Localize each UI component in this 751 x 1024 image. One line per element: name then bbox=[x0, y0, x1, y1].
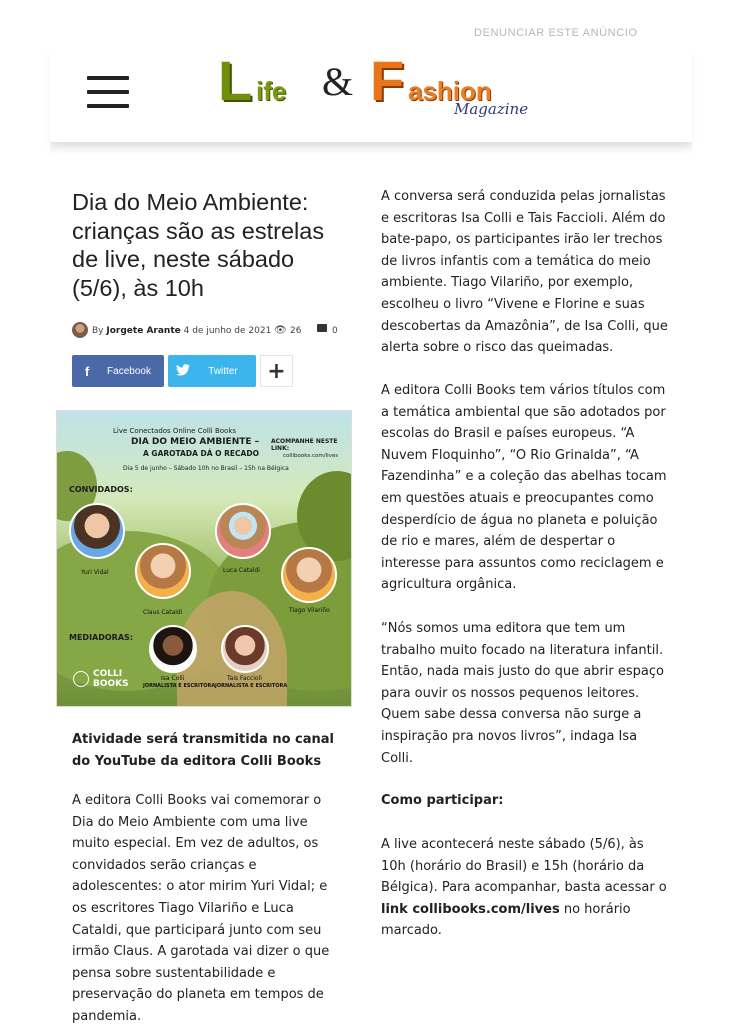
guest-photo bbox=[135, 543, 191, 599]
logo-text-ashion: ashion bbox=[408, 76, 492, 106]
twitter-label: Twitter bbox=[208, 365, 238, 377]
colli-books-logo-text bbox=[93, 669, 129, 689]
flyer-date: Dia 5 de junho – Sábado 10h no Brasil – 15h na Bélgica bbox=[123, 465, 289, 472]
brand-line-1: COLLI bbox=[93, 669, 123, 679]
header-shadow bbox=[50, 140, 692, 156]
guest-name: Claus Cataldi bbox=[143, 609, 183, 616]
more-share-button[interactable]: + bbox=[260, 355, 293, 387]
logo-text-ife: ife bbox=[256, 76, 287, 106]
menu-icon[interactable] bbox=[87, 76, 129, 108]
byline bbox=[92, 326, 271, 336]
logo-letter-f: F bbox=[370, 49, 405, 112]
menu-line bbox=[87, 104, 129, 108]
flyer-follow-label: ACOMPANHE NESTE LINK: bbox=[271, 438, 338, 452]
article-paragraph: A editora Colli Books tem vários títulos com a temática ambiental que são adotados por escolas do Brasil e países europeus. “A Nuvem Floquinho”, “O Rio Grinalda”, “A Fazendinha” e a coleção das abelhas tocam em questões atuais e preocupantes como desperdício de água no planeta e poluição de rio e mares, além de despertar o interesse para assuntos como reciclagem e agricultura orgânica. bbox=[381, 383, 667, 593]
paragraph-text: no horário marcado. bbox=[381, 901, 631, 939]
event-flyer-image bbox=[56, 410, 352, 707]
logo-ampersand: & bbox=[322, 59, 354, 104]
flyer-live-title: Live Conectados Online Colli Books bbox=[113, 427, 237, 435]
mediator-role: JORNALISTA E ESCRITORA bbox=[143, 683, 216, 689]
flyer-event-subtitle: A GAROTADA DÁ O RECADO bbox=[143, 449, 259, 458]
flyer-guests-label: CONVIDADOS: bbox=[69, 485, 133, 494]
brand-line-2: BOOKS bbox=[93, 679, 129, 689]
mediator-name: Tais Faccioli bbox=[227, 675, 262, 682]
flyer-url: collibooks.com/lives bbox=[283, 453, 339, 459]
guest-photo bbox=[281, 547, 337, 603]
mediator-photo bbox=[149, 625, 197, 673]
article-meta bbox=[72, 322, 342, 340]
mediator-photo bbox=[221, 625, 269, 673]
comment-icon[interactable] bbox=[317, 324, 327, 332]
facebook-icon: f bbox=[84, 363, 90, 379]
guest-photo bbox=[215, 503, 271, 559]
guest-photo bbox=[69, 503, 125, 559]
facebook-label: Facebook bbox=[107, 365, 151, 377]
section-heading: Como participar: bbox=[381, 793, 504, 808]
logo-text-magazine: Magazine bbox=[454, 100, 529, 118]
article-paragraph: A conversa será conduzida pelas jornalistas e escritoras Isa Colli e Tais Faccioli. Além do bate-papo, os participantes irão ler trechos de livros infantis com a temática do meio ambiente. Tiago Vilariño, por exemplo, escolheu o livro “Vivene e Florine e suas descobertas da Amazônia”, de Isa Colli, que alerta sobre o risco das queimadas. bbox=[381, 189, 668, 356]
byline-prefix: By bbox=[92, 326, 104, 336]
eye-icon: 👁 bbox=[274, 325, 287, 336]
report-ad-link[interactable]: DENUNCIAR ESTE ANÚNCIO bbox=[474, 27, 638, 39]
logo-letter-l: L bbox=[218, 49, 253, 112]
author-link[interactable]: Jorgete Arante bbox=[106, 326, 181, 336]
menu-line bbox=[87, 90, 129, 94]
mediator-name: Isa Colli bbox=[161, 675, 185, 682]
mediator-role: JORNALISTA E ESCRITORA bbox=[215, 683, 288, 689]
site-header bbox=[50, 46, 692, 142]
views-count: 26 bbox=[290, 326, 302, 336]
paragraph-text: A live acontecerá neste sábado (5/6), às 10h (horário do Brasil) e 15h (horário da Bélgica). Para acompanhar, basta acessar o bbox=[381, 837, 667, 896]
comments-count[interactable]: 0 bbox=[332, 326, 338, 336]
author-avatar[interactable] bbox=[72, 322, 88, 338]
twitter-icon bbox=[168, 364, 198, 379]
article-paragraph: A editora Colli Books vai comemorar o Dia do Meio Ambiente com uma live muito especial. Em vez de adultos, os convidados serão crianças e adolescentes: o ator mirim Yuri Vidal; e os escritores Tiago Vilariño e Luca Cataldi, que participará junto com seu irmão Claus. A garotada vai dizer o que pensa sobre sustentabilidade e preservação do planeta em tempos de pandemia. bbox=[72, 793, 330, 1024]
guest-name: Luca Cataldi bbox=[223, 567, 260, 574]
collibooks-link[interactable]: link collibooks.com/lives bbox=[381, 901, 560, 917]
flyer-event-title: DIA DO MEIO AMBIENTE – bbox=[131, 437, 260, 447]
guest-name: Yuri Vidal bbox=[81, 569, 109, 576]
colli-books-logo-icon bbox=[73, 671, 89, 687]
article-title: Dia do Meio Ambiente: crianças são as estrelas de live, neste sábado (5/6), às 10h bbox=[72, 189, 325, 301]
site-logo[interactable] bbox=[218, 48, 538, 126]
article-paragraph bbox=[381, 834, 671, 942]
menu-line bbox=[87, 76, 129, 80]
publish-date: 4 de junho de 2021 bbox=[183, 326, 272, 336]
flyer-mediators-label: MEDIADORAS: bbox=[69, 633, 133, 642]
article-paragraph: “Nós somos uma editora que tem um trabalho muito focado na literatura infantil. Então, nada mais justo do que abrir espaço para ouvir os nossos pequenos leitores. Quem sabe dessa conversa não surge a inspiração pra novos livros”, indaga Isa Colli. bbox=[381, 621, 664, 766]
facebook-share-button[interactable] bbox=[72, 355, 164, 387]
twitter-share-button[interactable] bbox=[168, 355, 256, 387]
article-subhead: Atividade será transmitida no canal do YouTube da editora Colli Books bbox=[72, 732, 334, 769]
guest-name: Tiago Vilariño bbox=[289, 607, 330, 614]
